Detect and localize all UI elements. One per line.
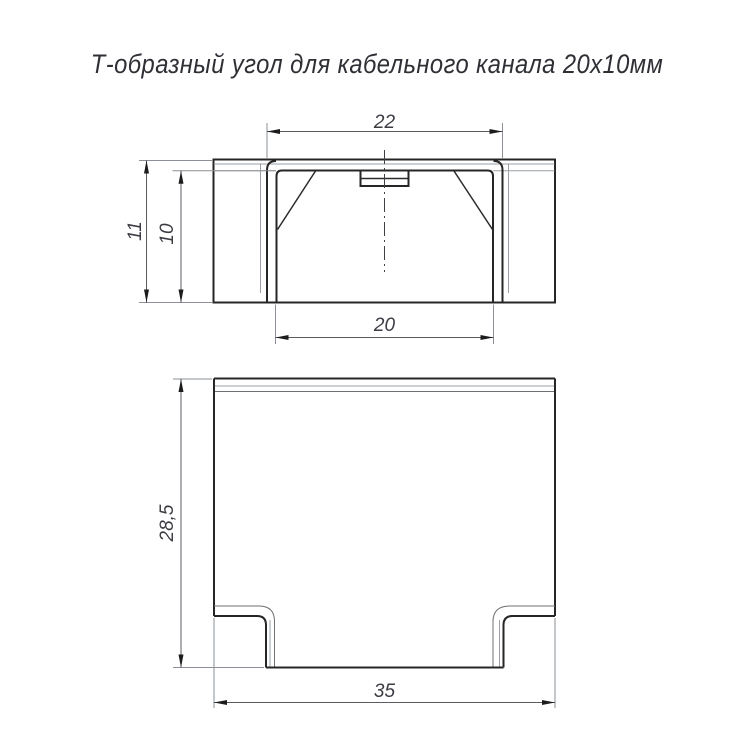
front-gusset-diagonal-left — [278, 171, 316, 230]
dim-value: 35 — [373, 681, 396, 702]
dim-value: 10 — [157, 223, 178, 245]
arrowhead — [179, 655, 184, 668]
drawing-title: Т-образный угол для кабельного канала 20х10мм — [90, 49, 664, 80]
arrowhead — [179, 171, 184, 184]
arrowhead — [144, 161, 149, 174]
arrowhead — [144, 290, 149, 303]
arrowhead — [276, 335, 289, 340]
front-gusset-diagonal-right — [454, 171, 493, 230]
arrowhead — [542, 700, 555, 705]
arrowhead — [481, 335, 494, 340]
arrowhead — [490, 129, 503, 134]
plan-notch-right-outline — [504, 616, 556, 668]
arrowhead — [179, 290, 184, 303]
front-channel-outer-wall-left — [267, 161, 276, 303]
dim-value: 20 — [373, 315, 396, 336]
front-view — [214, 150, 556, 303]
plan-notch-left-outline — [214, 616, 266, 668]
dim-value: 11 — [125, 221, 146, 241]
arrowhead — [214, 700, 227, 705]
dim-value: 28,5 — [157, 504, 178, 542]
dimension-plan-height — [157, 379, 264, 668]
front-channel-outer-wall-right — [494, 161, 503, 303]
plan-view — [214, 379, 555, 668]
arrowhead — [179, 379, 184, 392]
arrowhead — [267, 129, 280, 134]
dimension-inner-height — [157, 171, 276, 303]
dimension-inner-width — [276, 305, 494, 345]
dim-value: 22 — [373, 112, 396, 133]
front-channel-inner-cavity — [277, 171, 494, 303]
